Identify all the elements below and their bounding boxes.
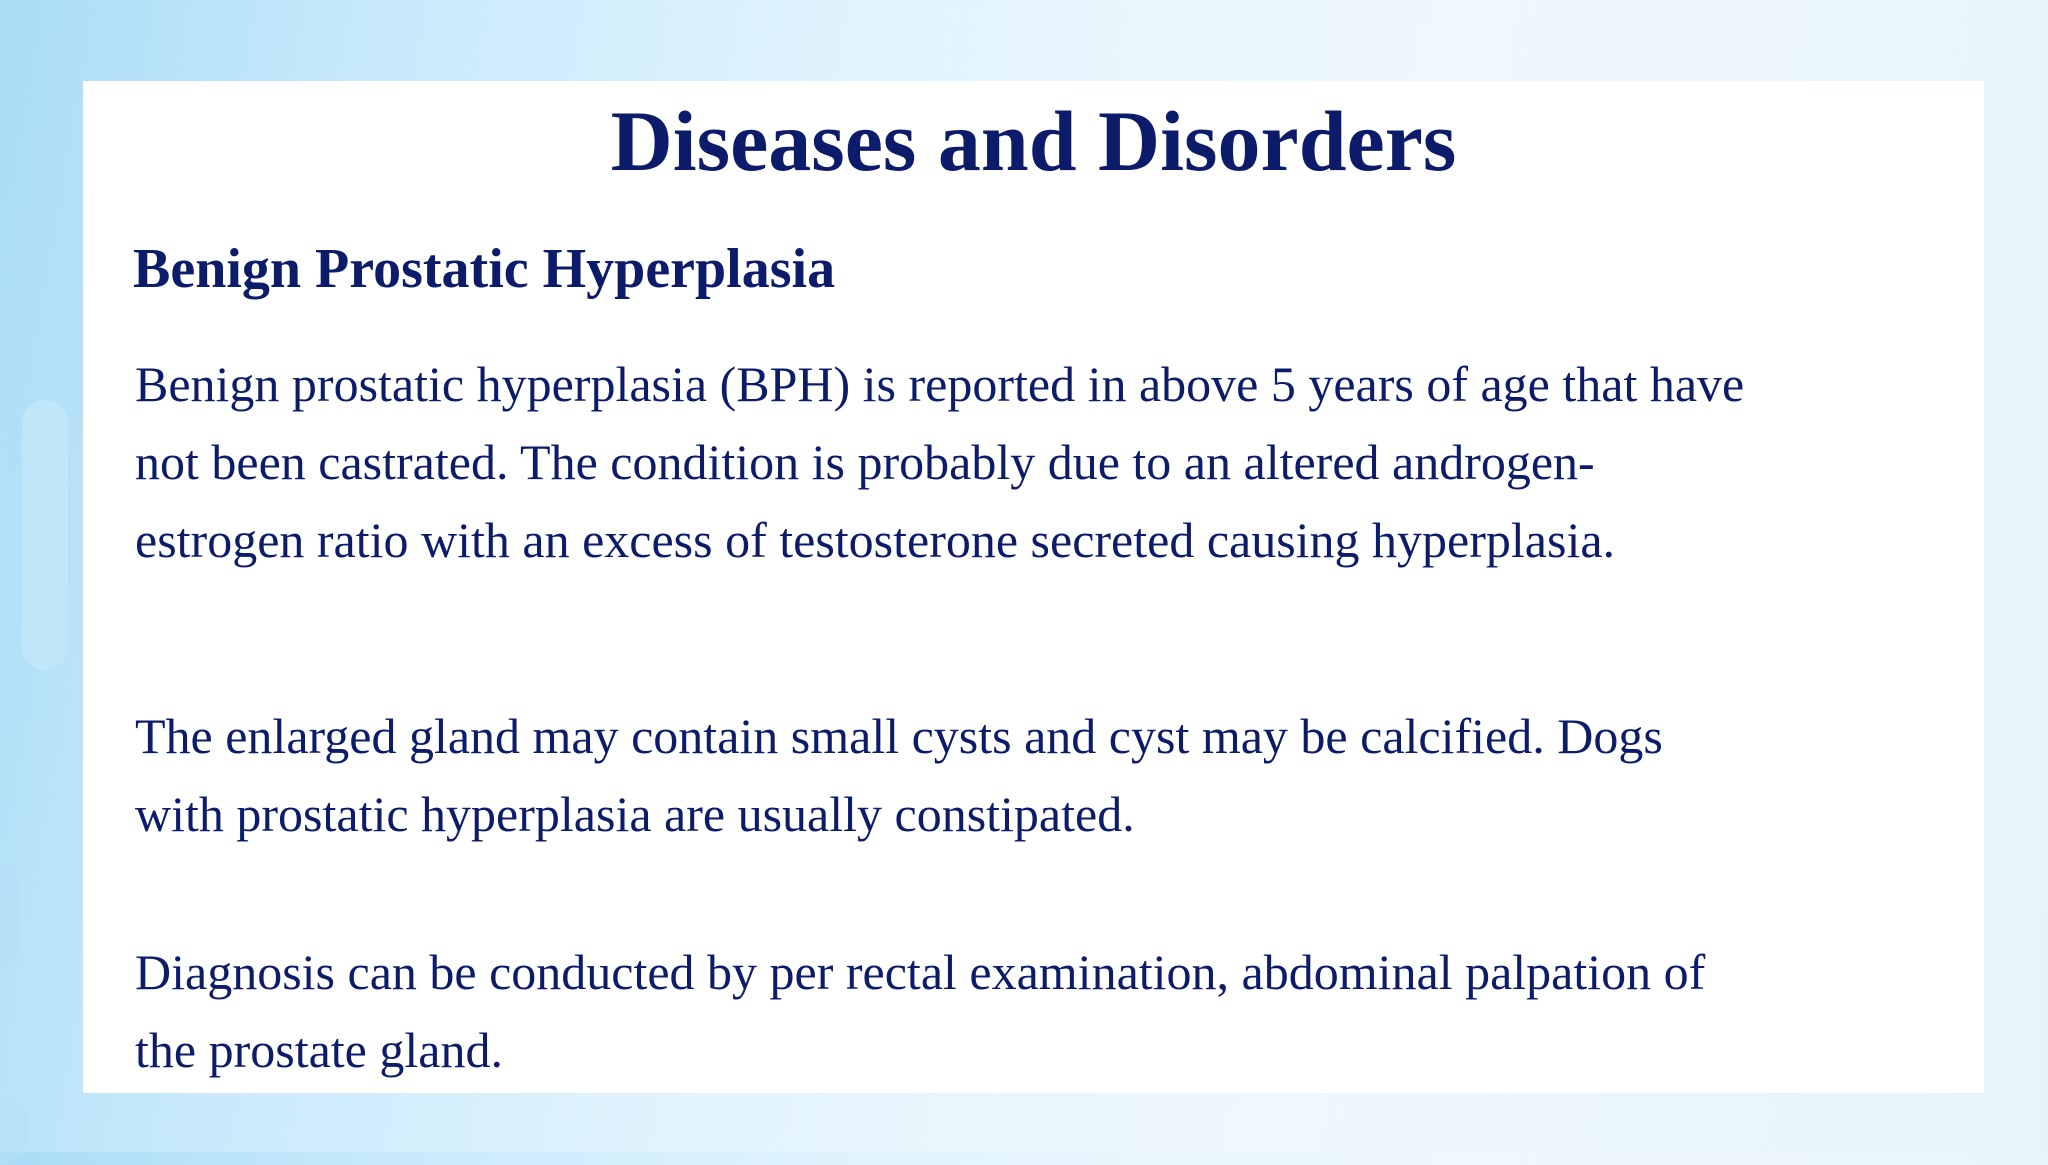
slide-title: Diseases and Disorders bbox=[610, 93, 1457, 189]
text-line: with prostatic hyperplasia are usually constipated. bbox=[135, 786, 1135, 842]
text-line: Benign prostatic hyperplasia (BPH) is reported in above 5 years of age that have bbox=[135, 356, 1745, 412]
section-heading: Benign Prostatic Hyperplasia bbox=[133, 238, 836, 300]
text-line: Diagnosis can be conducted by per rectal examination, abdominal palpation of bbox=[135, 944, 1706, 1000]
text-line: not been castrated. The condition is probably due to an altered androgen- bbox=[135, 434, 1595, 490]
background-decoration bbox=[0, 860, 22, 970]
text-line: The enlarged gland may contain small cysts and cyst may be calcified. Dogs bbox=[135, 708, 1663, 764]
background-decoration bbox=[22, 400, 68, 670]
paragraph-bph-definition bbox=[135, 345, 1965, 579]
background-decoration bbox=[0, 1095, 30, 1165]
text-line: estrogen ratio with an excess of testosterone secreted causing hyperplasia. bbox=[135, 512, 1616, 568]
text-line: the prostate gland. bbox=[135, 1022, 503, 1078]
paragraph-bph-symptoms bbox=[135, 697, 1965, 853]
slide-content-panel bbox=[83, 81, 1984, 1093]
paragraph-bph-diagnosis bbox=[135, 933, 1965, 1089]
